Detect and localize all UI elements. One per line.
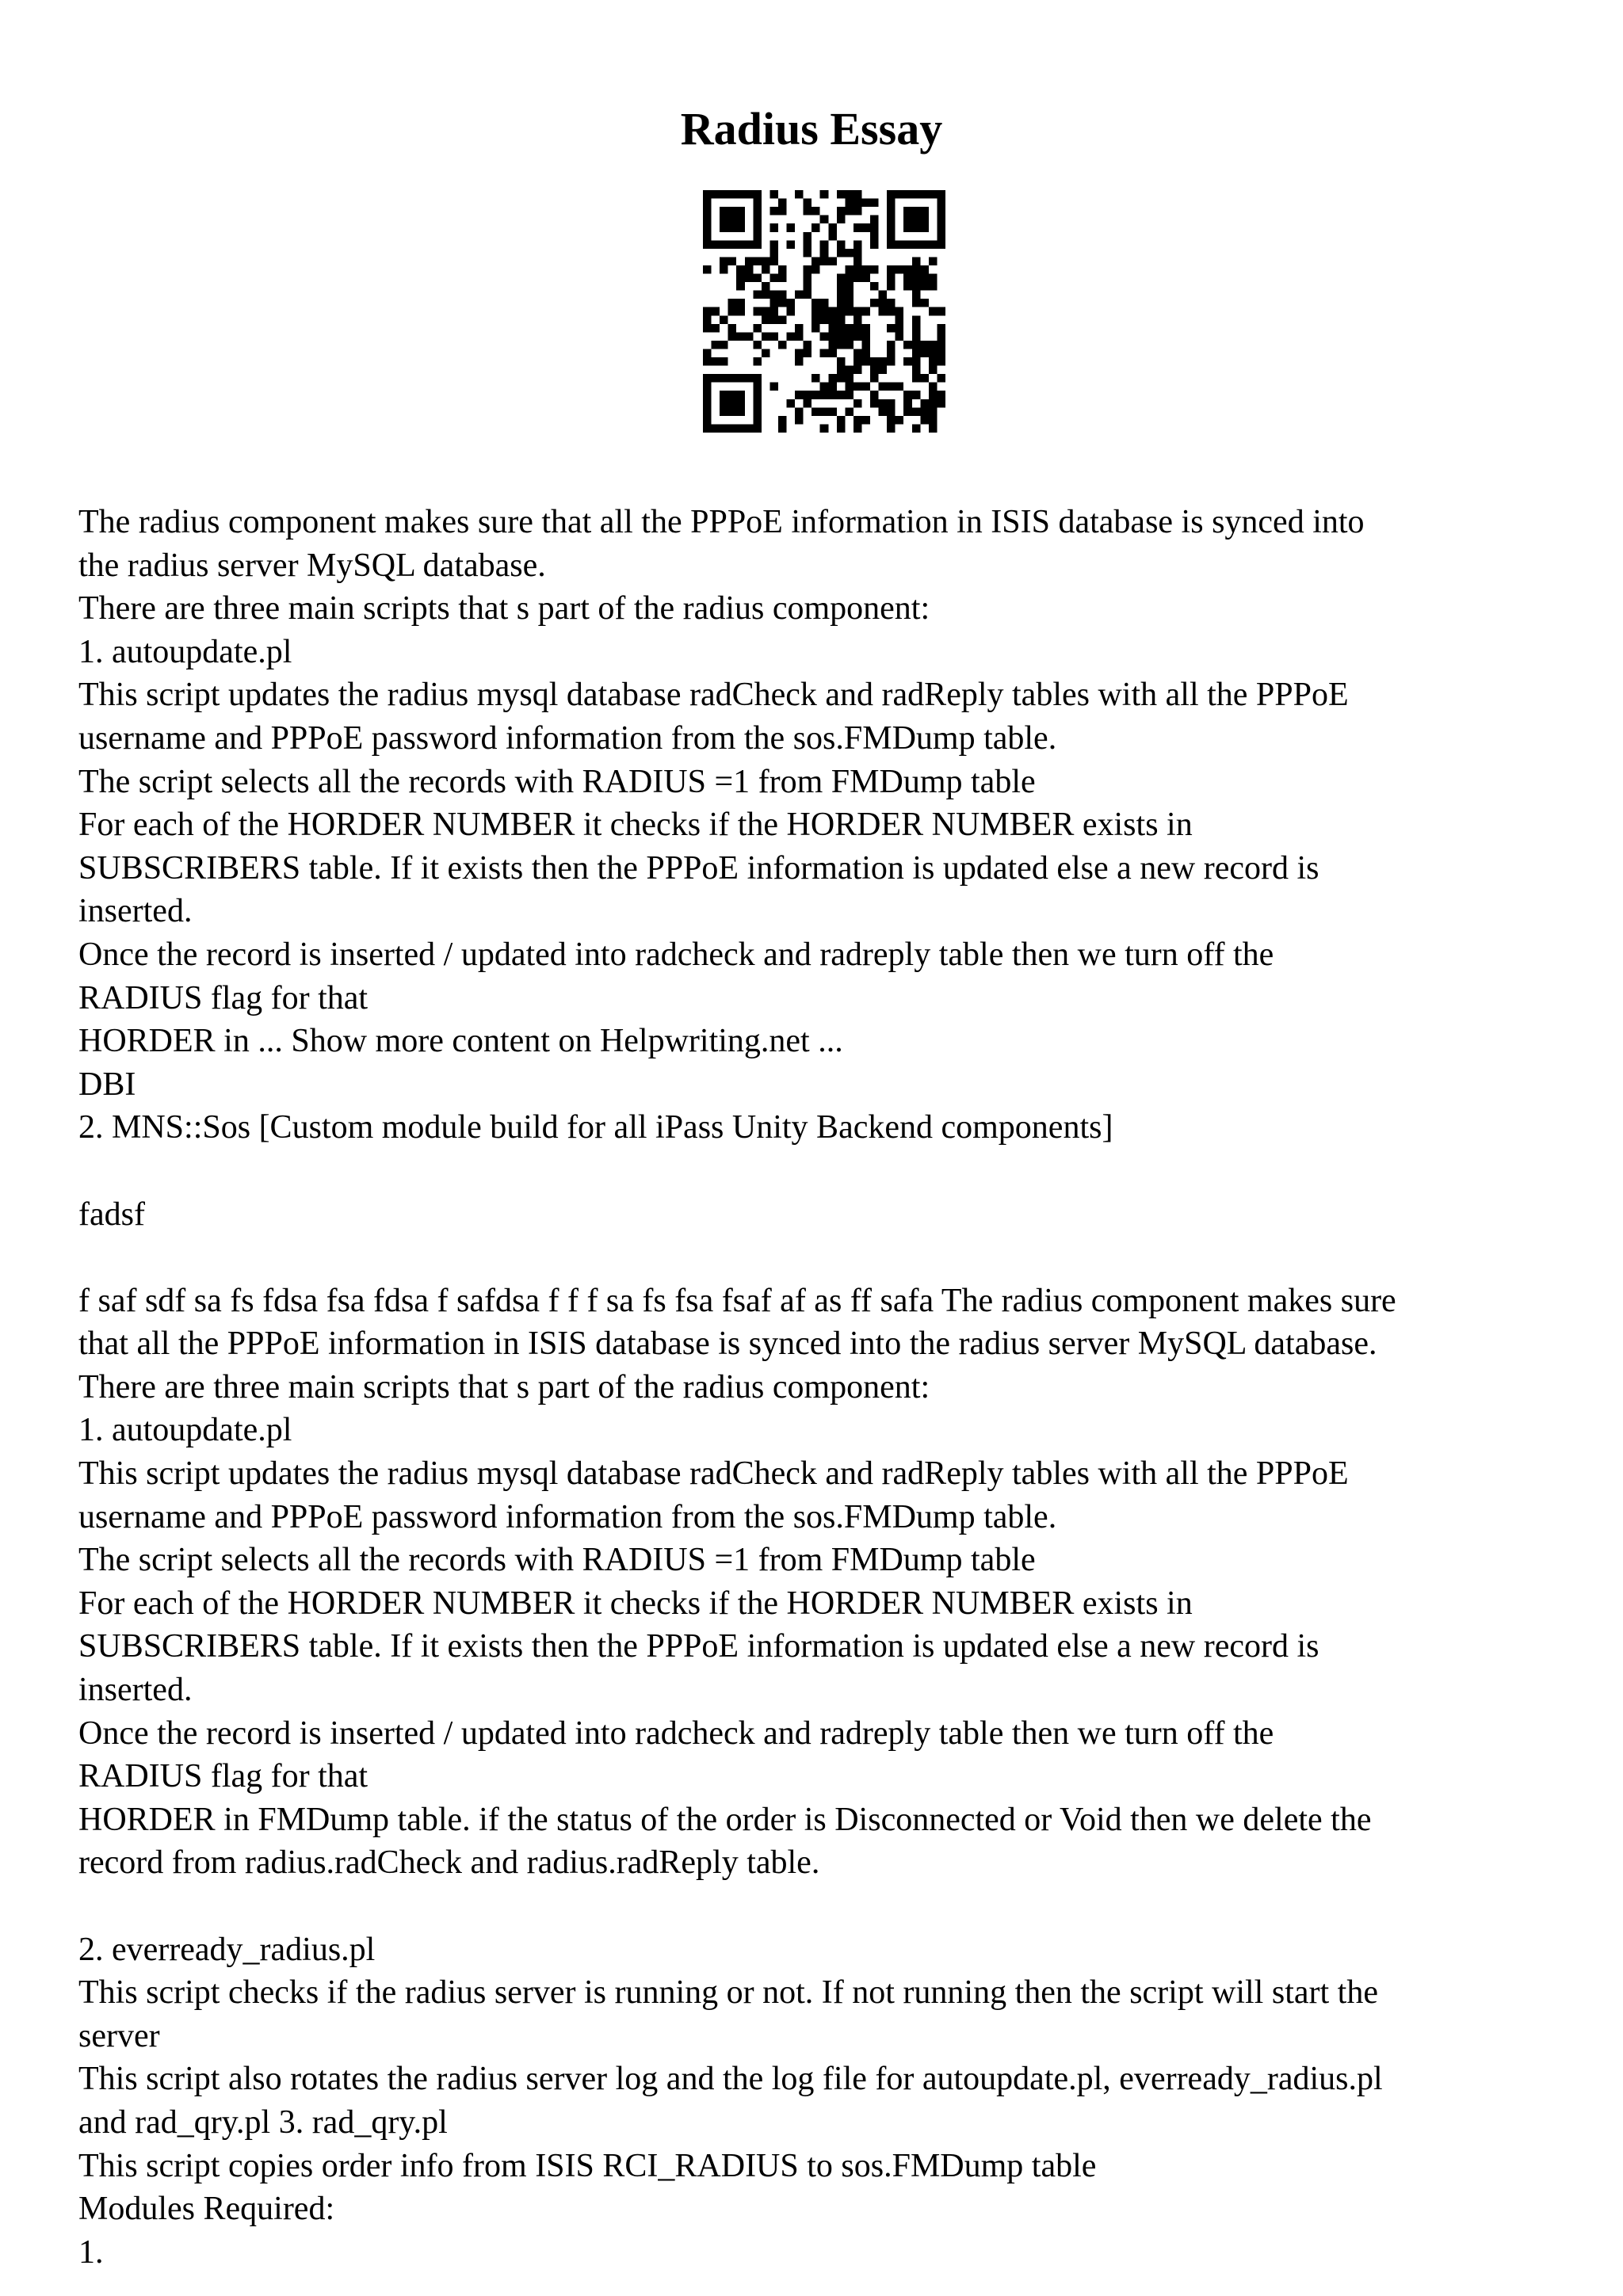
text-line: RADIUS flag for that xyxy=(78,979,369,1016)
text-line: DBI xyxy=(78,1066,136,1103)
document-title: Radius Essay xyxy=(680,103,943,154)
text-line: For each of the HORDER NUMBER it checks if the HORDER NUMBER exists in xyxy=(78,807,1193,844)
text-line: 2. MNS::Sos [Custom module build for all iPass Unity Backend components] xyxy=(78,1109,1113,1146)
document-body xyxy=(78,501,1584,2274)
qr-code-icon xyxy=(703,190,945,433)
text-line: This script also rotates the radius server log and the log file for autoupdate.pl, everready_radius.pl xyxy=(78,2061,1383,2098)
text-line: RADIUS flag for that xyxy=(78,1758,369,1795)
text-line: 1. autoupdate.pl xyxy=(78,633,292,670)
text-line: The radius component makes sure that all the PPPoE information in ISIS database is synced into xyxy=(78,504,1365,540)
text-line: that all the PPPoE information in ISIS database is synced into the radius server MySQL database. xyxy=(78,1325,1377,1363)
text-line: fadsf xyxy=(78,1196,145,1233)
blank-line xyxy=(78,1236,1584,1280)
text-line: the radius server MySQL database. xyxy=(78,547,546,584)
text-line: 1. autoupdate.pl xyxy=(78,1412,292,1449)
text-line: This script updates the radius mysql database radCheck and radReply tables with all the PPPoE xyxy=(78,1455,1349,1493)
text-line: For each of the HORDER NUMBER it checks if the HORDER NUMBER exists in xyxy=(78,1585,1193,1622)
text-line: There are three main scripts that s part of the radius component: xyxy=(78,1368,930,1405)
text-line: inserted. xyxy=(78,1672,193,1709)
text-line: server xyxy=(78,2017,160,2054)
text-line: This script checks if the radius server is running or not. If not running then the script will start the xyxy=(78,1974,1378,2012)
text-line: There are three main scripts that s part of the radius component: xyxy=(78,590,930,627)
text-line: 1. xyxy=(78,2233,104,2271)
text-line: f saf sdf sa fs fdsa fsa fdsa f safdsa f f f sa fs fsa fsaf af as ff safa The radius component makes sure xyxy=(78,1282,1396,1319)
text-line: The script selects all the records with RADIUS =1 from FMDump table xyxy=(78,1542,1036,1579)
text-line: 2. everready_radius.pl xyxy=(78,1931,376,1968)
text-line: and rad_qry.pl 3. rad_qry.pl xyxy=(78,2103,448,2141)
text-line: Once the record is inserted / updated into radcheck and radreply table then we turn off the xyxy=(78,1714,1274,1752)
text-line: record from radius.radCheck and radius.radReply table. xyxy=(78,1844,820,1882)
text-line: username and PPPoE password information from the sos.FMDump table. xyxy=(78,719,1057,757)
text-line: Once the record is inserted / updated into radcheck and radreply table then we turn off the xyxy=(78,936,1274,973)
text-line: This script updates the radius mysql database radCheck and radReply tables with all the PPPoE xyxy=(78,677,1349,714)
text-line: HORDER in ... Show more content on Helpwriting.net ... xyxy=(78,1023,843,1060)
text-line: HORDER in FMDump table. if the status of the order is Disconnected or Void then we delete the xyxy=(78,1801,1372,1838)
text-line: Modules Required: xyxy=(78,2191,335,2228)
text-line: SUBSCRIBERS table. If it exists then the PPPoE information is updated else a new record is xyxy=(78,849,1319,887)
text-line: This script copies order info from ISIS RCI_RADIUS to sos.FMDump table xyxy=(78,2147,1097,2184)
blank-line xyxy=(78,1150,1584,1193)
text-line: The script selects all the records with RADIUS =1 from FMDump table xyxy=(78,763,1036,800)
text-line: inserted. xyxy=(78,893,193,930)
text-line: username and PPPoE password information from the sos.FMDump table. xyxy=(78,1498,1057,1535)
text-line: SUBSCRIBERS table. If it exists then the PPPoE information is updated else a new record is xyxy=(78,1628,1319,1665)
blank-line xyxy=(78,1885,1584,1928)
